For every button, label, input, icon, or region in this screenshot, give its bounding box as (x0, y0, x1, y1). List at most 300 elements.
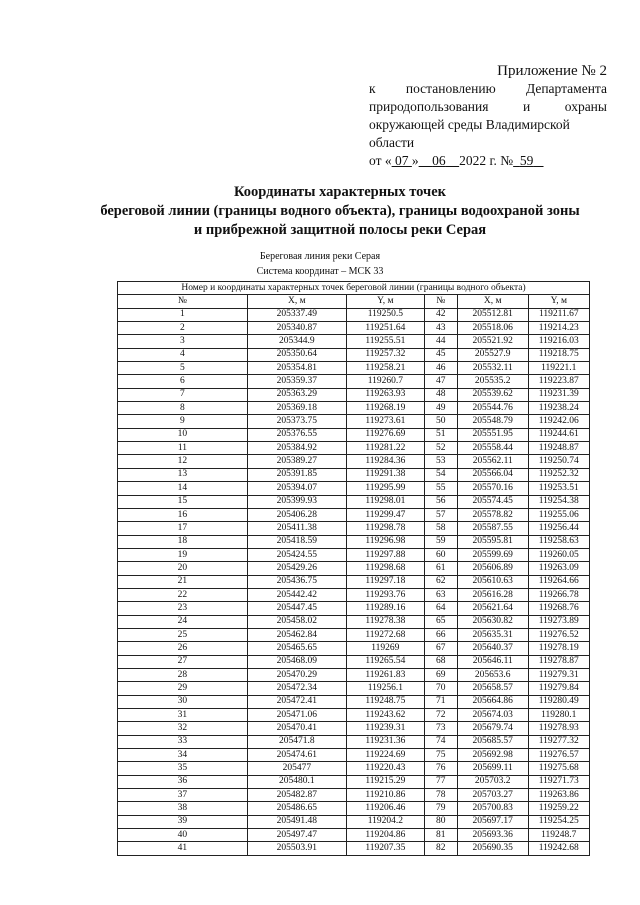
cell-x: 205462.84 (247, 628, 346, 641)
header-x: X, м (457, 295, 528, 308)
cell-x: 205562.11 (457, 455, 528, 468)
table-header-row (118, 295, 590, 308)
cell-num: 47 (424, 375, 457, 388)
date-month: 06 (432, 153, 446, 168)
date-day: 07 (394, 153, 409, 168)
cell-num: 51 (424, 428, 457, 441)
cell-x: 205640.37 (457, 642, 528, 655)
cell-y: 119260.7 (346, 375, 424, 388)
cell-num: 9 (118, 415, 248, 428)
cell-num: 56 (424, 495, 457, 508)
cell-y: 119272.68 (346, 628, 424, 641)
cell-y: 119215.29 (346, 775, 424, 788)
cell-x: 205447.45 (247, 602, 346, 615)
cell-x: 205518.06 (457, 322, 528, 335)
cell-y: 119221.1 (528, 362, 589, 375)
cell-x: 205482.87 (247, 789, 346, 802)
appendix-line-2 (369, 98, 607, 116)
cell-x: 205539.62 (457, 388, 528, 401)
cell-num: 32 (118, 722, 248, 735)
appendix-line-3: окружающей среды Владимирской (369, 117, 570, 132)
cell-num: 64 (424, 602, 457, 615)
cell-num: 61 (424, 562, 457, 575)
cell-num: 10 (118, 428, 248, 441)
cell-y: 119231.36 (346, 735, 424, 748)
cell-num: 37 (118, 789, 248, 802)
cell-y: 119253.51 (528, 482, 589, 495)
cell-x: 205474.61 (247, 749, 346, 762)
cell-num: 18 (118, 535, 248, 548)
cell-num: 62 (424, 575, 457, 588)
cell-x: 205697.17 (457, 815, 528, 828)
cell-x: 205621.64 (457, 602, 528, 615)
cell-num: 76 (424, 762, 457, 775)
cell-x: 205532.11 (457, 362, 528, 375)
cell-num: 44 (424, 335, 457, 348)
cell-num: 74 (424, 735, 457, 748)
table-row (118, 775, 590, 788)
cell-num: 72 (424, 709, 457, 722)
table-row (118, 588, 590, 601)
table-row (118, 402, 590, 415)
cell-x: 205442.42 (247, 588, 346, 601)
table-row (118, 749, 590, 762)
cell-x: 205376.55 (247, 428, 346, 441)
cell-x: 205610.63 (457, 575, 528, 588)
cell-num: 2 (118, 322, 248, 335)
cell-y: 119279.31 (528, 668, 589, 681)
cell-x: 205566.04 (457, 468, 528, 481)
title-line-2: береговой линии (границы водного объекта), границы водоохраной зоны (100, 203, 580, 219)
cell-num: 26 (118, 642, 248, 655)
cell-y: 119277.32 (528, 735, 589, 748)
cell-num: 82 (424, 842, 457, 855)
cell-x: 205587.55 (457, 522, 528, 535)
cell-num: 49 (424, 402, 457, 415)
cell-y: 119255.51 (346, 335, 424, 348)
table-body (118, 308, 590, 855)
table-row (118, 709, 590, 722)
cell-x: 205535.2 (457, 375, 528, 388)
cell-x: 205424.55 (247, 548, 346, 561)
cell-x: 205521.92 (457, 335, 528, 348)
cell-x: 205570.16 (457, 482, 528, 495)
cell-x: 205350.64 (247, 348, 346, 361)
cell-num: 6 (118, 375, 248, 388)
table-caption: Номер и координаты характерных точек береговой линии (границы водного объекта) (118, 282, 590, 295)
cell-y: 119278.38 (346, 615, 424, 628)
cell-x: 205470.41 (247, 722, 346, 735)
cell-y: 119242.68 (528, 842, 589, 855)
cell-y: 119206.46 (346, 802, 424, 815)
cell-num: 65 (424, 615, 457, 628)
date-prefix: от « (369, 153, 392, 168)
cell-num: 17 (118, 522, 248, 535)
cell-x: 205472.41 (247, 695, 346, 708)
cell-y: 119278.87 (528, 655, 589, 668)
cell-num: 25 (118, 628, 248, 641)
appendix-word: охраны (564, 99, 607, 114)
cell-num: 66 (424, 628, 457, 641)
cell-y: 119260.05 (528, 548, 589, 561)
cell-x: 205411.38 (247, 522, 346, 535)
cell-y: 119276.52 (528, 628, 589, 641)
cell-y: 119242.06 (528, 415, 589, 428)
table-row (118, 375, 590, 388)
cell-y: 119239.31 (346, 722, 424, 735)
cell-num: 21 (118, 575, 248, 588)
table-row (118, 562, 590, 575)
cell-x: 205703.2 (457, 775, 528, 788)
cell-y: 119268.19 (346, 402, 424, 415)
appendix-word: к (369, 81, 376, 96)
cell-num: 29 (118, 682, 248, 695)
table-row (118, 308, 590, 321)
cell-y: 119268.76 (528, 602, 589, 615)
cell-num: 50 (424, 415, 457, 428)
cell-y: 119298.01 (346, 495, 424, 508)
table-row (118, 388, 590, 401)
cell-x: 205653.6 (457, 668, 528, 681)
cell-y: 119251.64 (346, 322, 424, 335)
table-row (118, 842, 590, 855)
table-row (118, 335, 590, 348)
cell-x: 205503.91 (247, 842, 346, 855)
cell-y: 119263.09 (528, 562, 589, 575)
cell-y: 119263.86 (528, 789, 589, 802)
appendix-word: Департамента (525, 81, 607, 96)
cell-x: 205470.29 (247, 668, 346, 681)
cell-y: 119271.73 (528, 775, 589, 788)
cell-num: 13 (118, 468, 248, 481)
appendix-number: Приложение № 2 (497, 63, 607, 79)
cell-num: 24 (118, 615, 248, 628)
cell-y: 119248.7 (528, 829, 589, 842)
cell-num: 45 (424, 348, 457, 361)
cell-x: 205477 (247, 762, 346, 775)
cell-num: 7 (118, 388, 248, 401)
cell-y: 119254.25 (528, 815, 589, 828)
cell-num: 5 (118, 362, 248, 375)
table-row (118, 682, 590, 695)
header-num: № (118, 295, 248, 308)
cell-x: 205700.83 (457, 802, 528, 815)
coordinates-table (117, 281, 590, 856)
cell-x: 205373.75 (247, 415, 346, 428)
cell-y: 119279.84 (528, 682, 589, 695)
table-row (118, 695, 590, 708)
cell-x: 205472.34 (247, 682, 346, 695)
table-row (118, 548, 590, 561)
cell-y: 119256.1 (346, 682, 424, 695)
cell-x: 205468.09 (247, 655, 346, 668)
cell-num: 77 (424, 775, 457, 788)
cell-y: 119258.63 (528, 535, 589, 548)
date-mid: » (411, 153, 419, 168)
cell-y: 119244.61 (528, 428, 589, 441)
cell-x: 205486.65 (247, 802, 346, 815)
cell-num: 34 (118, 749, 248, 762)
table-row (118, 602, 590, 615)
appendix-block (369, 62, 607, 170)
cell-y: 119281.22 (346, 442, 424, 455)
cell-num: 4 (118, 348, 248, 361)
cell-num: 22 (118, 588, 248, 601)
cell-y: 119289.16 (346, 602, 424, 615)
cell-num: 71 (424, 695, 457, 708)
cell-y: 119273.89 (528, 615, 589, 628)
cell-y: 119210.86 (346, 789, 424, 802)
cell-x: 205480.1 (247, 775, 346, 788)
cell-x: 205354.81 (247, 362, 346, 375)
table-row (118, 322, 590, 335)
cell-x: 205471.8 (247, 735, 346, 748)
cell-x: 205606.89 (457, 562, 528, 575)
cell-x: 205497.47 (247, 829, 346, 842)
cell-y: 119223.87 (528, 375, 589, 388)
cell-y: 119254.38 (528, 495, 589, 508)
cell-y: 119269 (346, 642, 424, 655)
cell-y: 119276.69 (346, 428, 424, 441)
cell-y: 119238.24 (528, 402, 589, 415)
cell-x: 205574.45 (457, 495, 528, 508)
table-row (118, 575, 590, 588)
subtitle-coord-system: Система координат – МСК 33 (256, 266, 384, 277)
cell-y: 119256.44 (528, 522, 589, 535)
cell-x: 205363.29 (247, 388, 346, 401)
cell-y: 119273.61 (346, 415, 424, 428)
cell-num: 69 (424, 668, 457, 681)
cell-x: 205548.79 (457, 415, 528, 428)
cell-num: 15 (118, 495, 248, 508)
cell-x: 205340.87 (247, 322, 346, 335)
title-line-1: Координаты характерных точек (233, 184, 447, 200)
table-row (118, 789, 590, 802)
cell-y: 119216.03 (528, 335, 589, 348)
cell-y: 119259.22 (528, 802, 589, 815)
table-row (118, 522, 590, 535)
cell-y: 119204.86 (346, 829, 424, 842)
cell-x: 205674.03 (457, 709, 528, 722)
table-row (118, 455, 590, 468)
cell-y: 119257.32 (346, 348, 424, 361)
cell-num: 73 (424, 722, 457, 735)
cell-y: 119207.35 (346, 842, 424, 855)
appendix-word: и (523, 99, 531, 114)
cell-y: 119263.93 (346, 388, 424, 401)
cell-num: 27 (118, 655, 248, 668)
cell-y: 119280.1 (528, 709, 589, 722)
cell-x: 205578.82 (457, 508, 528, 521)
cell-num: 58 (424, 522, 457, 535)
cell-num: 16 (118, 508, 248, 521)
cell-y: 119214.23 (528, 322, 589, 335)
table-row (118, 508, 590, 521)
cell-y: 119297.88 (346, 548, 424, 561)
cell-x: 205399.93 (247, 495, 346, 508)
cell-y: 119298.78 (346, 522, 424, 535)
cell-y: 119224.69 (346, 749, 424, 762)
cell-num: 79 (424, 802, 457, 815)
cell-x: 205558.44 (457, 442, 528, 455)
document-title (60, 183, 620, 240)
table-row (118, 535, 590, 548)
cell-num: 81 (424, 829, 457, 842)
cell-num: 14 (118, 482, 248, 495)
appendix-line-1 (369, 80, 607, 98)
cell-y: 119252.32 (528, 468, 589, 481)
header-y: Y, м (346, 295, 424, 308)
table-row (118, 668, 590, 681)
cell-x: 205337.49 (247, 308, 346, 321)
table-row (118, 615, 590, 628)
table-row (118, 468, 590, 481)
cell-x: 205664.86 (457, 695, 528, 708)
cell-y: 119295.99 (346, 482, 424, 495)
cell-num: 30 (118, 695, 248, 708)
cell-x: 205458.02 (247, 615, 346, 628)
table-row (118, 642, 590, 655)
cell-x: 205394.07 (247, 482, 346, 495)
cell-num: 20 (118, 562, 248, 575)
cell-num: 78 (424, 789, 457, 802)
cell-num: 38 (118, 802, 248, 815)
cell-num: 48 (424, 388, 457, 401)
cell-x: 205685.57 (457, 735, 528, 748)
cell-x: 205384.92 (247, 442, 346, 455)
cell-y: 119291.38 (346, 468, 424, 481)
table-row (118, 348, 590, 361)
table-row (118, 428, 590, 441)
cell-num: 46 (424, 362, 457, 375)
cell-num: 28 (118, 668, 248, 681)
cell-num: 42 (424, 308, 457, 321)
cell-x: 205369.18 (247, 402, 346, 415)
cell-num: 31 (118, 709, 248, 722)
cell-num: 23 (118, 602, 248, 615)
cell-num: 75 (424, 749, 457, 762)
cell-x: 205646.11 (457, 655, 528, 668)
cell-num: 11 (118, 442, 248, 455)
cell-x: 205389.27 (247, 455, 346, 468)
cell-y: 119298.68 (346, 562, 424, 575)
cell-y: 119297.18 (346, 575, 424, 588)
cell-num: 3 (118, 335, 248, 348)
cell-x: 205491.48 (247, 815, 346, 828)
cell-y: 119261.83 (346, 668, 424, 681)
table-row (118, 482, 590, 495)
cell-num: 52 (424, 442, 457, 455)
table-row (118, 735, 590, 748)
cell-num: 1 (118, 308, 248, 321)
table-row (118, 829, 590, 842)
cell-x: 205391.85 (247, 468, 346, 481)
cell-num: 33 (118, 735, 248, 748)
cell-num: 60 (424, 548, 457, 561)
table-row (118, 628, 590, 641)
cell-y: 119248.75 (346, 695, 424, 708)
cell-x: 205359.37 (247, 375, 346, 388)
subtitle-river: Береговая линия реки Серая (259, 251, 381, 262)
header-y: Y, м (528, 295, 589, 308)
cell-x: 205599.69 (457, 548, 528, 561)
cell-y: 119276.57 (528, 749, 589, 762)
cell-num: 8 (118, 402, 248, 415)
appendix-word: природопользования (369, 99, 489, 114)
cell-num: 39 (118, 815, 248, 828)
table-row (118, 362, 590, 375)
cell-y: 119248.87 (528, 442, 589, 455)
cell-x: 205690.35 (457, 842, 528, 855)
date-year: 2022 г. № (459, 153, 514, 168)
cell-y: 119218.75 (528, 348, 589, 361)
cell-x: 205471.06 (247, 709, 346, 722)
table-row (118, 655, 590, 668)
cell-y: 119278.19 (528, 642, 589, 655)
appendix-line-4: области (369, 135, 415, 150)
table-row (118, 722, 590, 735)
table-row (118, 815, 590, 828)
cell-y: 119296.98 (346, 535, 424, 548)
cell-num: 70 (424, 682, 457, 695)
cell-num: 80 (424, 815, 457, 828)
cell-x: 205635.31 (457, 628, 528, 641)
cell-x: 205679.74 (457, 722, 528, 735)
cell-y: 119258.21 (346, 362, 424, 375)
table-row (118, 802, 590, 815)
cell-y: 119204.2 (346, 815, 424, 828)
cell-x: 205616.28 (457, 588, 528, 601)
header-num: № (424, 295, 457, 308)
cell-y: 119220.43 (346, 762, 424, 775)
cell-x: 205465.65 (247, 642, 346, 655)
cell-x: 205630.82 (457, 615, 528, 628)
cell-x: 205429.26 (247, 562, 346, 575)
table-row (118, 442, 590, 455)
cell-x: 205544.76 (457, 402, 528, 415)
cell-y: 119278.93 (528, 722, 589, 735)
cell-num: 41 (118, 842, 248, 855)
cell-y: 119264.66 (528, 575, 589, 588)
table-row (118, 495, 590, 508)
cell-y: 119265.54 (346, 655, 424, 668)
cell-num: 59 (424, 535, 457, 548)
cell-num: 12 (118, 455, 248, 468)
cell-x: 205693.36 (457, 829, 528, 842)
cell-x: 205512.81 (457, 308, 528, 321)
cell-y: 119250.5 (346, 308, 424, 321)
cell-y: 119211.67 (528, 308, 589, 321)
appendix-date (369, 152, 607, 170)
cell-y: 119250.74 (528, 455, 589, 468)
cell-y: 119243.62 (346, 709, 424, 722)
cell-num: 54 (424, 468, 457, 481)
cell-x: 205344.9 (247, 335, 346, 348)
cell-x: 205692.98 (457, 749, 528, 762)
cell-num: 67 (424, 642, 457, 655)
cell-num: 35 (118, 762, 248, 775)
table-row (118, 762, 590, 775)
cell-x: 205527.9 (457, 348, 528, 361)
cell-num: 19 (118, 548, 248, 561)
cell-y: 119266.78 (528, 588, 589, 601)
cell-y: 119275.68 (528, 762, 589, 775)
appendix-word: постановлению (405, 81, 496, 96)
cell-x: 205699.11 (457, 762, 528, 775)
header-x: X, м (247, 295, 346, 308)
cell-y: 119231.39 (528, 388, 589, 401)
cell-num: 68 (424, 655, 457, 668)
